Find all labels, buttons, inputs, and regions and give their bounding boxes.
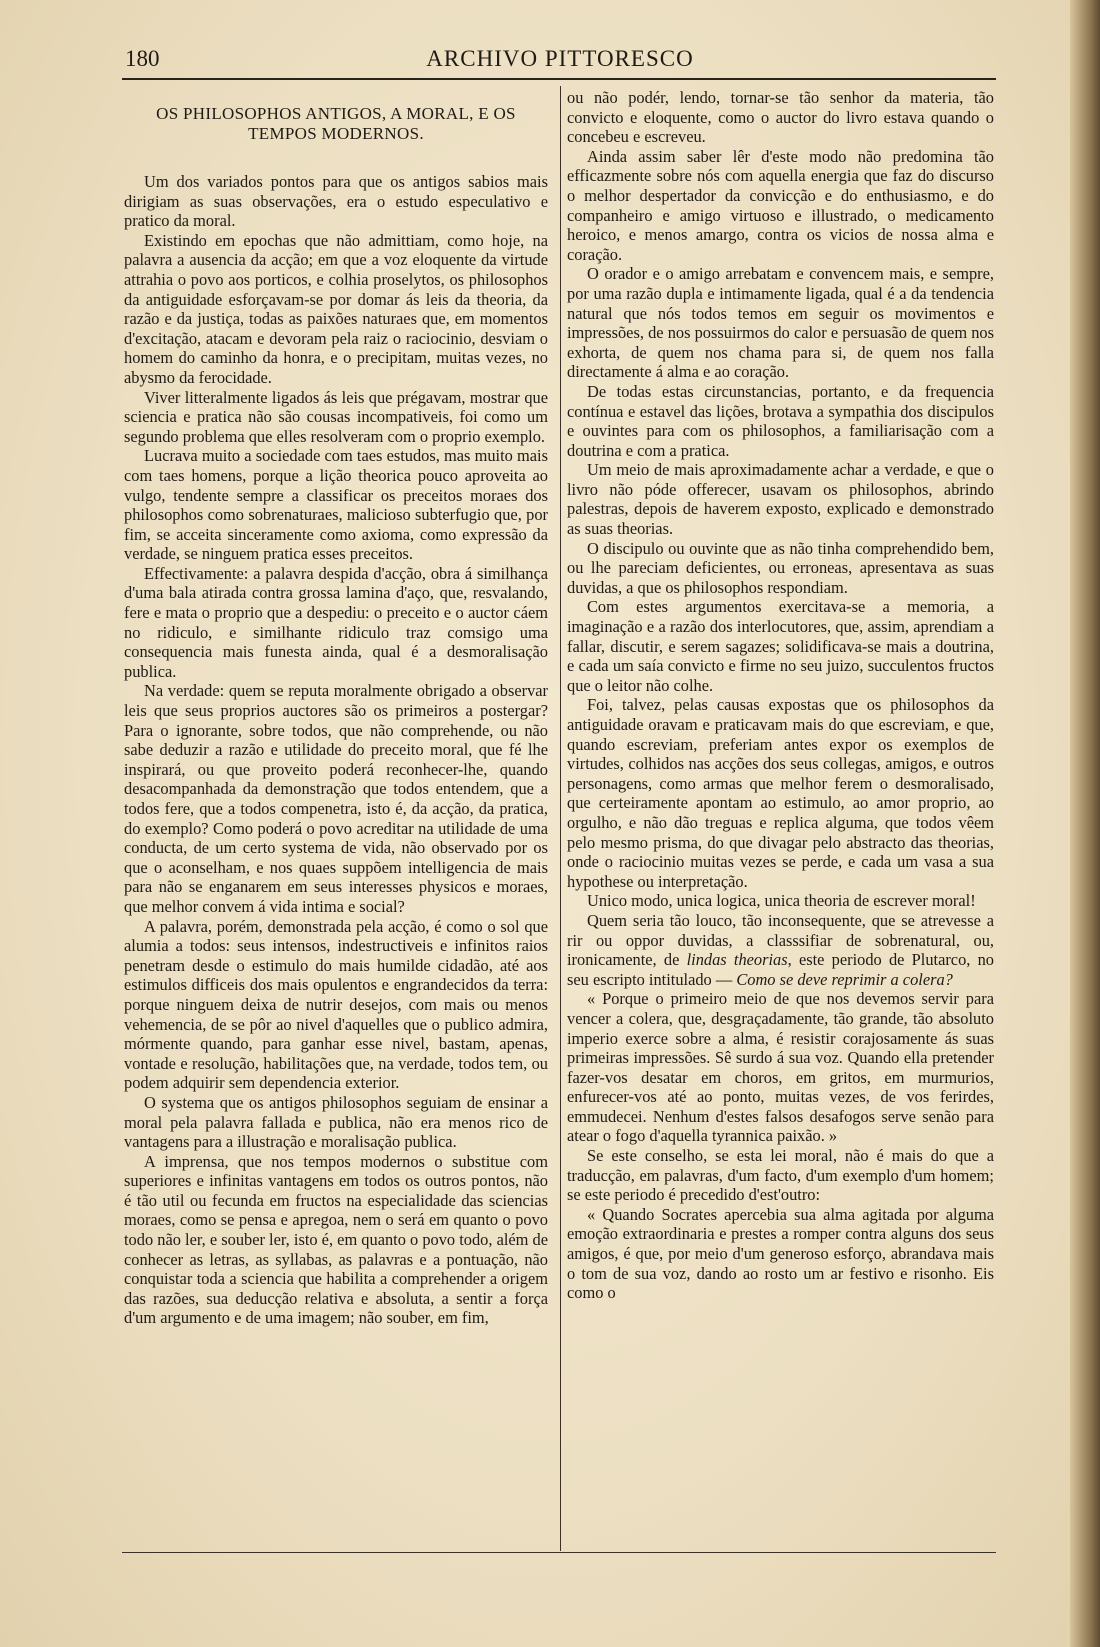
paragraph: Existindo em epochas que não admittiam, como hoje, na palavra a ausencia da acção; em que a voz eloquente da virtude attrahia o povo aos porticos, e colhia proselytos, os philosophos da antiguidade esforçavam-se por domar ás leis da theoria, da razão e da justiça, todas as paixões naturaes que, em momentos d'excitação, atacam e devoram pela raiz o raciocinio, desviam o homem do caminho da honra, e o precipitam, muitas vezes, no abysmo da ferocidade.	[124, 230, 548, 387]
paragraph-continued: ou não podér, lendo, tornar-se tão senhor da materia, tão convicto e eloquente, como o auctor do livro estava quando o concebeu e escreveu.	[567, 88, 994, 147]
bottom-rule	[122, 1552, 996, 1553]
paragraph: A palavra, porém, demonstrada pela acção, é como o sol que alumia a todos: seus intensos, indestructiveis e infinitos raios penetram desde o estimulo do mais humilde cidadão, até aos estimulos difficeis dos mais opulentos e engrandecidos da terra: porque ninguem deixa de nutrir desejos, com mais ou menos vehemencia, de se pôr ao nivel d'aquelles que o publico admira, mórmente quando, para ganhar esse nivel, bastam, apenas, vontade e resolução, habilitações que, na verdade, todos tem, ou podem adquirir sem dependencia exterior.	[124, 916, 548, 1093]
paragraph: O orador e o amigo arrebatam e convencem mais, e sempre, por uma razão dupla e intimamente ligada, qual é a da tendencia natural que nós todos temos em seguir os movimentos e impressões, de nos possuirmos do calor e persuasão de quem nos exhorta, de quem nos chama para si, de quem nos falla directamente á alma e ao coração.	[567, 264, 994, 382]
paragraph: Um meio de mais aproximadamente achar a verdade, e que o livro não póde offerecer, usavam os philosophos, abrindo palestras, depois de haverem exposto, explicado e demonstrado as suas theorias.	[567, 460, 994, 539]
page-number: 180	[125, 46, 160, 71]
running-title: ARCHIVO PITTORESCO	[426, 46, 694, 71]
italic-title: Como se deve reprimir a colera?	[736, 969, 953, 989]
paragraph: Lucrava muito a sociedade com taes estudos, mas muito mais com taes homens, porque a lição theorica pouco aproveita ao vulgo, tendente sempre a classificar os preceitos moraes dos philosophos como sobrenaturaes, malicioso subterfugio que, por fim, se acceita sinceramente como axioma, como expressão da verdade, se ninguem pratica esses preceitos.	[124, 446, 548, 564]
paragraph: Com estes argumentos exercitava-se a memoria, a imaginação e a razão dos interlocutores, que, assim, aprendiam a fallar, discutir, e serem sagazes; solidificava-se mais a doutrina, e cada um saía convicto e firme no seu juizo, succulentos fructos que o leitor não colhe.	[567, 597, 994, 695]
quotation: « Quando Socrates apercebia sua alma agitada por alguma emoção extraordinaria e prestes a romper contra alguns dos seus amigos, é que, por meio d'um generoso esforço, abrandava mais o tom de sua voz, dando ao rosto um ar festivo e risonho. Eis como o	[567, 1204, 994, 1303]
paragraph: Unico modo, unica logica, unica theoria de escrever moral!	[587, 891, 976, 911]
text-run: Quem seria tão louco, tão inconsequente, que se atrevesse a rir ou oppor duvidas, a classsifiar de sobrenatural, ou, ironicamente, de	[567, 910, 994, 970]
paragraph: O systema que os antigos philosophos seguiam de ensinar a moral pela palavra fallada e publica, não era menos rico de vantagens para a illustração e moralisação publica.	[124, 1092, 548, 1152]
italic-phrase: lindas theorias	[686, 950, 788, 970]
paragraph: Viver litteralmente ligados ás leis que prégavam, mostrar que sciencia e pratica não são cousas incompativeis, foi como um segundo problema que elles resolveram com o proprio exemplo.	[124, 387, 548, 446]
column-divider	[560, 86, 561, 1551]
left-column	[124, 88, 548, 1328]
paragraph: Foi, talvez, pelas causas expostas que os philosophos da antiguidade oravam e praticavam mais do que escreviam, e que, quando escreviam, preferiam antes expor os exemplos de virtudes, colhidos nas acções dos seus collegas, amigos, e outros personagens, como armas que melhor ferem o desmoralisado, que certeiramente apontam ao estimulo, ao amor proprio, ao orgulho, e não dão treguas e replica alguma, que todos vêem pelo mesmo prisma, do que divagar pelo abstracto das theorias, onde o raciocinio muitas vezes se perde, e cada um vasa a sua hypothese ou interpretação.	[567, 695, 994, 891]
right-column	[567, 88, 994, 1303]
paragraph: Na verdade: quem se reputa moralmente obrigado a observar leis que seus proprios auctores são os primeiros a postergar? Para o ignorante, sobre todos, que não comprehende, ou não sabe deduzir a razão e utilidade do preceito moral, que fé lhe inspirará, ou que proveito poderá reconhecer-lhe, quando desacompanhada da demonstração que todos entendem, que a todos fere, que a todos compenetra, isto é, da acção, da pratica, do exemplo? Como poderá o povo acreditar na utilidade de uma conducta, de um certo systema de vida, não observado por os que o aconselham, e nos quaes suppõem intelligencia de mais para não se enganarem em seus interesses physicos e moraes, que melhor convem á vida intima e social?	[124, 681, 548, 916]
text-run: , este periodo de Plutarco, no seu escripto intitulado —	[567, 950, 994, 989]
quotation: « Porque o primeiro meio de que nos devemos servir para vencer a colera, que, desgraçadamente, tão grande, tão absoluto imperio exerce sobre a alma, é resistir corajosamente ás suas primeiras impressões. Sê surdo á sua voz. Quando ella pretender fazer-vos desatar em choros, em gritos, em murmurios, enfurecer-vos até ao ponto, muitas vezes, de vos ferirdes, emmudecei. Nenhum d'estes falsos desafogos serve senão para atear o fogo d'aquella tyrannica paixão. »	[567, 989, 994, 1146]
page-header	[125, 44, 995, 78]
article-title: OS PHILOSOPHOS ANTIGOS, A MORAL, E OS TEMPOS MODERNOS.	[156, 104, 516, 143]
paragraph: Ainda assim saber lêr d'este modo não predomina tão efficazmente sobre nós com aquella energia que faz do discurso o melhor despertador da convicção e do enthusiasmo, e do companheiro e amigo virtuoso e illustrado, o medicamento heroico, e menos amargo, contra os vicios de nossa alma e coração.	[567, 146, 994, 264]
paragraph: Se este conselho, se esta lei moral, não é mais do que a traducção, em palavras, d'um facto, d'um exemplo d'um homem; se este periodo é precedido d'est'outro:	[567, 1146, 994, 1205]
book-spine-edge	[1070, 0, 1100, 1647]
paragraph: A imprensa, que nos tempos modernos o substitue com superiores e infinitas vantagens em todos os outros pontos, não é tão util ou fecunda em fructos na especialidade das sciencias moraes, como se pensa e apregoa, nem o será em quanto o povo todo não ler, e souber ler, isto é, em quanto o povo todo, além de conhecer as letras, as syllabas, as palavras e a pontuação, não conquistar toda a sciencia que habilita a comprehender a origem das razões, sua deducção relativa e absoluta, a sentir a força d'um argumento e de uma imagem; não souber, em fim,	[124, 1151, 548, 1328]
header-rule	[122, 78, 996, 80]
paragraph: O discipulo ou ouvinte que as não tinha comprehendido bem, ou lhe pareciam deficientes, ou erroneas, apresentava as suas duvidas, a que os philosophos respondiam.	[567, 538, 994, 597]
paragraph-plutarch	[567, 911, 994, 989]
paragraph: Um dos variados pontos para que os antigos sabios mais dirigiam as suas observações, era o estudo especulativo e pratico da moral.	[124, 172, 548, 231]
paragraph: De todas estas circunstancias, portanto, e da frequencia contínua e estavel das lições, brotava a sympathia dos discipulos e ouvintes para com os philosophos, a familiarisação com a doutrina e com a pratica.	[567, 381, 994, 460]
paragraph: Effectivamente: a palavra despida d'acção, obra á similhança d'uma bala atirada contra grossa lamina d'aço, que, resvalando, fere e mata o proprio que a despediu: o preceito e o auctor cáem no ridiculo, e similhante ridiculo traz comsigo uma consequencia mais funesta ainda, qual é a desmoralisação publica.	[124, 563, 548, 681]
